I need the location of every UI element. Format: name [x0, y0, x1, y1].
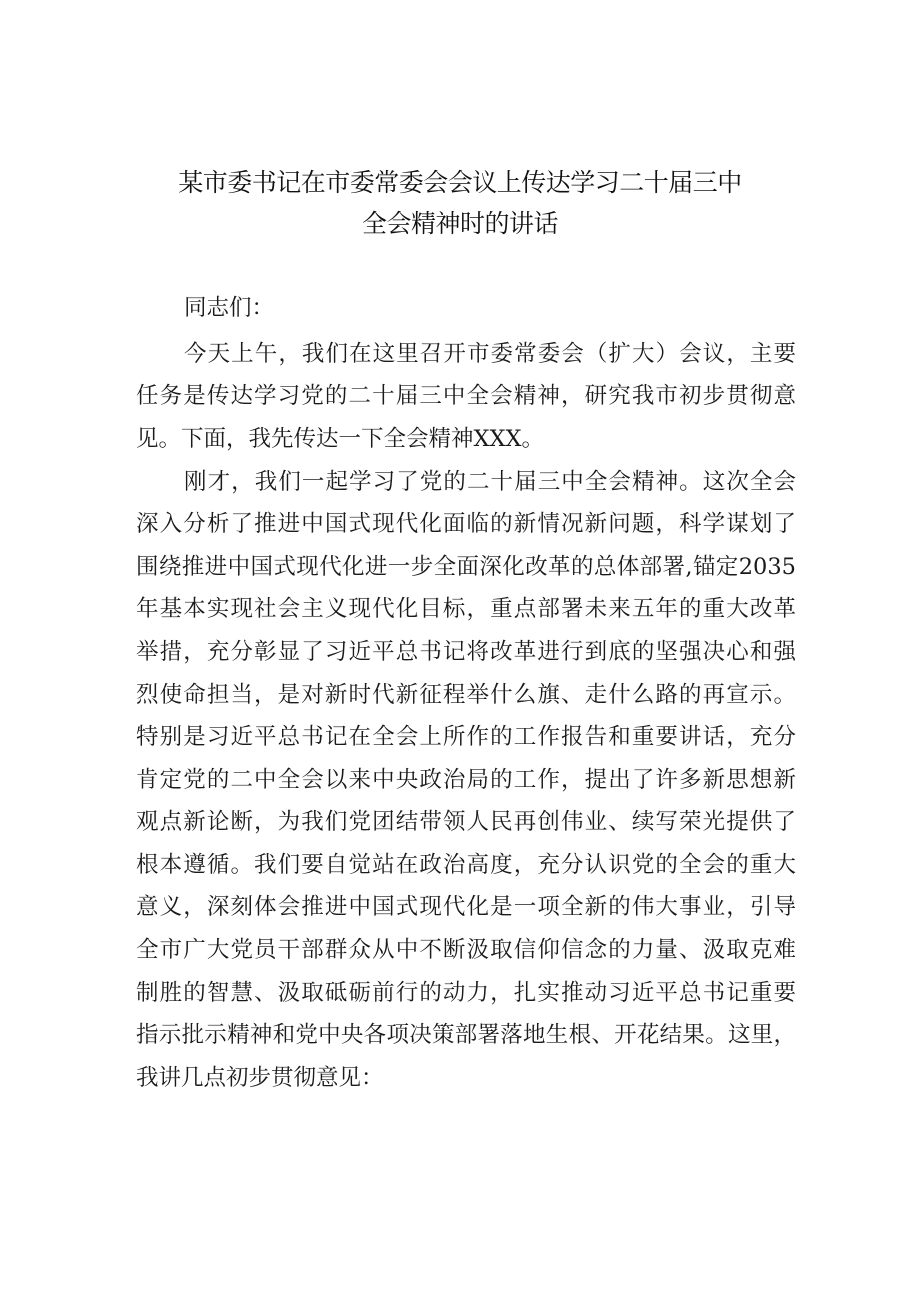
paragraph-line: 观点新论断，为我们党团结带领人民再创伟业、续写荣光提供了	[136, 809, 796, 835]
paragraph-line: 肯定党的二中全会以来中央政治局的工作，提出了许多新思想新	[136, 767, 796, 793]
paragraph-line: 围绕推进中国式现代化进一步全面深化改革的总体部署,锚定2035	[136, 554, 796, 580]
paragraph-line: 任务是传达学习党的二十届三中全会精神，研究我市初步贯彻意	[136, 383, 796, 409]
paragraph-line: 见。下面，我先传达一下全会精神XXX。	[136, 426, 545, 452]
paragraph-line: 特别是习近平总书记在全会上所作的工作报告和重要讲话，充分	[136, 724, 796, 750]
paragraph-line: 刚才，我们一起学习了党的二十届三中全会精神。这次全会	[184, 469, 796, 495]
paragraph-line: 深入分析了推进中国式现代化面临的新情况新问题，科学谋划了	[136, 511, 796, 537]
paragraph-line: 烈使命担当，是对新时代新征程举什么旗、走什么路的再宣示。	[136, 682, 796, 708]
paragraph-line: 制胜的智慧、汲取砥砺前行的动力，扎实推动习近平总书记重要	[136, 980, 796, 1006]
paragraph-line: 今天上午，我们在这里召开市委常委会（扩大）会议，主要	[184, 341, 796, 367]
paragraph-line: 举措，充分彰显了习近平总书记将改革进行到底的坚强决心和强	[136, 639, 796, 665]
paragraph-line: 全市广大党员干部群众从中不断汲取信仰信念的力量、汲取克难	[136, 937, 796, 963]
paragraph-line: 根本遵循。我们要自觉站在政治高度，充分认识党的全会的重大	[136, 852, 796, 878]
paragraph-line: 年基本实现社会主义现代化目标，重点部署未来五年的重大改革	[136, 596, 796, 622]
paragraph-line: 指示批示精神和党中央各项决策部署落地生根、开花结果。这里，	[136, 1022, 796, 1048]
paragraph-line: 意义，深刻体会推进中国式现代化是一项全新的伟大事业，引导	[136, 894, 796, 920]
paragraph-line: 我讲几点初步贯彻意见：	[136, 1065, 384, 1091]
document-title-line-1: 某市委书记在市委常委会会议上传达学习二十届三中	[178, 168, 742, 197]
salutation: 同志们：	[184, 295, 275, 321]
document-title-line-2: 全会精神时的讲话	[361, 209, 558, 238]
